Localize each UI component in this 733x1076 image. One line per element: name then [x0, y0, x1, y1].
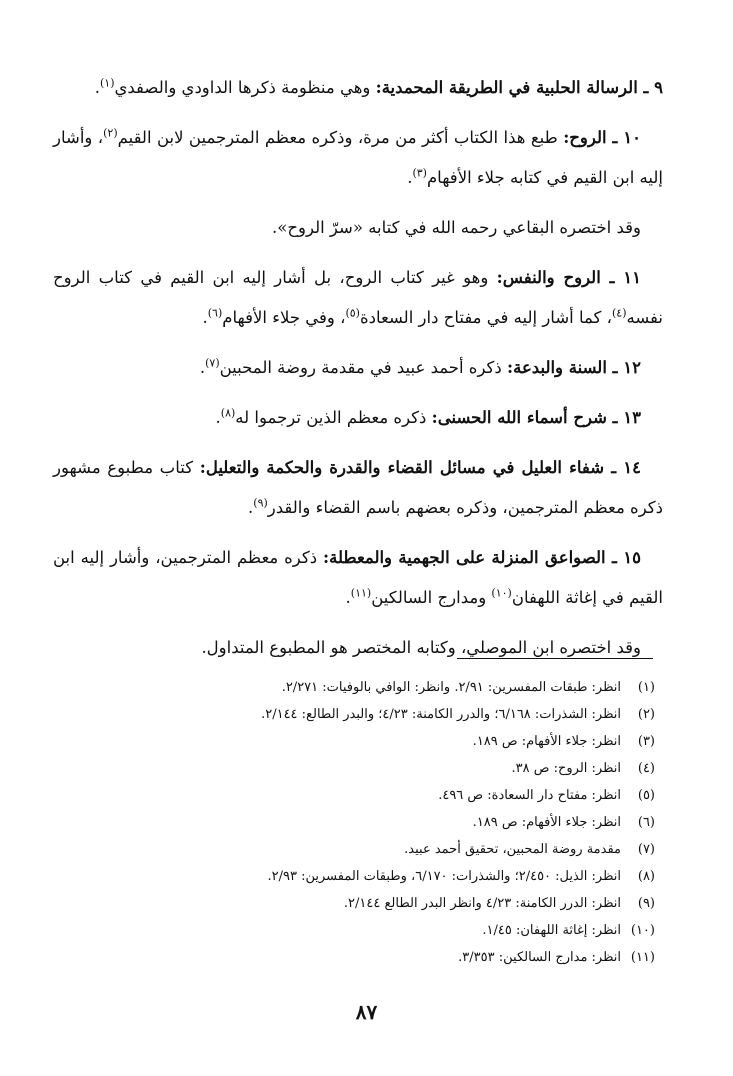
- page-number: ٨٧: [355, 1000, 378, 1024]
- footnote-ref[interactable]: (٣): [412, 166, 427, 180]
- entry-10-note: [53, 208, 663, 248]
- footnote-number: (٣): [637, 734, 655, 749]
- footnote-number: (١١): [630, 950, 655, 965]
- footnote-2: [55, 701, 655, 728]
- footnote-number: (٧): [637, 842, 655, 857]
- footnote-ref[interactable]: (٩): [253, 496, 268, 510]
- footnote-number: (٨): [637, 869, 655, 884]
- footnote-ref[interactable]: (١): [99, 76, 115, 90]
- footnote-number: (١): [637, 680, 655, 695]
- footnote-ref[interactable]: (٦): [207, 306, 223, 320]
- footnote-5: [55, 782, 655, 809]
- footnote-number: (٢): [637, 707, 655, 722]
- entry-text: ذكره معظم المترجمين، وأشار إليه ابن القيم في إغاثة اللهفان: [53, 548, 663, 607]
- entry-title: ١٥ ـ الصواعق المنزلة على الجهمية والمعطلة:: [323, 548, 642, 567]
- entry-title: ١٠ ـ الروح:: [563, 128, 641, 147]
- footnotes-list: [55, 674, 655, 971]
- footnote-number: (٦): [637, 815, 655, 830]
- footnote-text: انظر: الشذرات: ٦/١٦٨؛ والدرر الكامنة: ٤/٢٣؛ والبدر الطالع: ٢/١٤٤.: [261, 707, 621, 722]
- footnote-1: [55, 674, 655, 701]
- entry-text: وهي منظومة ذكرها الداودي والصفدي: [114, 78, 376, 97]
- entry-10: ١٠ ـ الروح: طبع هذا الكتاب أكثر من مرة، وذكره معظم المترجمين لابن القيم$^{(٢)}$، وأشار إليه ابن القيم في كتابه جلاء الأفهام$^{(٣)}$.: [53, 126, 663, 187]
- entry-11: ١١ ـ الروح والنفس: وهو غير كتاب الروح، بل أشار إليه ابن القيم في كتاب الروح نفسه$^{(٤)}$، كما أشار إليه في مفتاح دار السعادة$^{(٥)}$، وفي جلاء الأفهام$^{(٦)}$.: [53, 268, 663, 327]
- footnote-3: [55, 728, 655, 755]
- entry-text: ذكره معظم الذين ترجموا له: [235, 408, 432, 427]
- footnote-text: انظر: مدارج السالكين: ٣/٣٥٣.: [458, 950, 621, 965]
- footnote-text: انظر: الروح: ص ٣٨.: [511, 761, 621, 776]
- footnote-4: [55, 755, 655, 782]
- footnote-ref[interactable]: (٢): [103, 126, 118, 140]
- footnote-number: (٩): [637, 896, 655, 911]
- footnote-9: [55, 890, 655, 917]
- footnote-8: [55, 863, 655, 890]
- footnote-text: انظر: جلاء الأفهام: ص ١٨٩.: [472, 734, 621, 749]
- footnote-text: انظر: جلاء الأفهام: ص ١٨٩.: [472, 815, 621, 830]
- footnote-text: انظر: طبقات المفسرين: ٢/٩١. وانظر: الوافي بالوفيات: ٢/٢٧١.: [281, 680, 621, 695]
- footnote-10: [55, 917, 655, 944]
- footnote-text: انظر: الدرر الكامنة: ٤/٢٣ وانظر البدر الطالع ٢/١٤٤.: [343, 896, 621, 911]
- entry-15: ١٥ ـ الصواعق المنزلة على الجهمية والمعطلة: ذكره معظم المترجمين، وأشار إليه ابن القيم في إغاثة اللهفان$^{(١٠)}$ ومدارج السالكين$^{(١١)}$.: [53, 548, 663, 607]
- entry-14: ١٤ ـ شفاء العليل في مسائل القضاء والقدرة والحكمة والتعليل: كتاب مطبوع مشهور ذكره معظم المترجمين، وذكره بعضهم باسم القضاء والقدر$^{(٩)}$.: [53, 458, 663, 517]
- footnote-ref[interactable]: (١٠): [491, 586, 512, 600]
- footnote-number: (٥): [637, 788, 655, 803]
- footnote-number: (٤): [637, 761, 655, 776]
- footnote-text: انظر: الذيل: ٢/٤٥٠؛ والشذرات: ٦/١٧٠، وطبقات المفسرين: ٢/٩٣.: [267, 869, 621, 884]
- footnote-number: (١٠): [630, 923, 655, 938]
- entry-text: كتاب مطبوع مشهور ذكره معظم المترجمين، وذكره بعضهم باسم القضاء والقدر: [53, 458, 663, 517]
- note-text: وقد اختصره البقاعي رحمه الله في كتابه «سرّ الروح».: [272, 218, 641, 237]
- entry-15-note: [53, 628, 663, 668]
- note-text: وقد اختصره ابن الموصلي، وكتابه المختصر هو المطبوع المتداول.: [201, 638, 641, 657]
- entry-text: ذكره أحمد عبيد في مقدمة روضة المحبين: [219, 358, 508, 377]
- entry-13: ١٣ ـ شرح أسماء الله الحسنى: ذكره معظم الذين ترجموا له$^{(٨)}$.: [215, 406, 641, 427]
- entry-title: ١٣ ـ شرح أسماء الله الحسنى:: [431, 408, 641, 427]
- entry-text: طبع هذا الكتاب أكثر من مرة، وذكره معظم المترجمين لابن القيم: [117, 128, 564, 147]
- footnote-text: انظر: مفتاح دار السعادة: ص ٤٩٦.: [438, 788, 621, 803]
- footnote-7: [55, 836, 655, 863]
- entry-title: ١٤ ـ شفاء العليل في مسائل القضاء والقدرة والحكمة والتعليل:: [199, 458, 641, 477]
- footnote-11: [55, 944, 655, 971]
- entry-12: ١٢ ـ السنة والبدعة: ذكره أحمد عبيد في مقدمة روضة المحبين$^{(٧)}$.: [199, 356, 641, 377]
- entry-text: وهو غير كتاب الروح، بل أشار إليه ابن القيم في كتاب الروح نفسه: [53, 268, 663, 327]
- main-text: [53, 68, 663, 678]
- footnote-text: مقدمة روضة المحبين، تحقيق أحمد عبيد.: [404, 842, 621, 857]
- footnote-ref[interactable]: (٧): [205, 356, 220, 370]
- footnote-ref[interactable]: (٨): [220, 406, 236, 420]
- entry-title: ١١ ـ الروح والنفس:: [496, 268, 641, 287]
- footnote-ref[interactable]: (٤): [611, 306, 627, 320]
- footnote-divider: [457, 658, 653, 659]
- entry-title: ٩ ـ الرسالة الحلبية في الطريقة المحمدية:: [375, 78, 663, 97]
- footnote-6: [55, 809, 655, 836]
- footnote-ref[interactable]: (١١): [350, 586, 372, 600]
- footnote-ref[interactable]: (٥): [345, 306, 360, 320]
- footnote-text: انظر: إغاثة اللهفان: ١/٤٥.: [482, 923, 621, 938]
- entry-9: ٩ ـ الرسالة الحلبية في الطريقة المحمدية: وهي منظومة ذكرها الداودي والصفدي$^{(١)}$.: [94, 76, 663, 97]
- entry-title: ١٢ ـ السنة والبدعة:: [507, 358, 641, 377]
